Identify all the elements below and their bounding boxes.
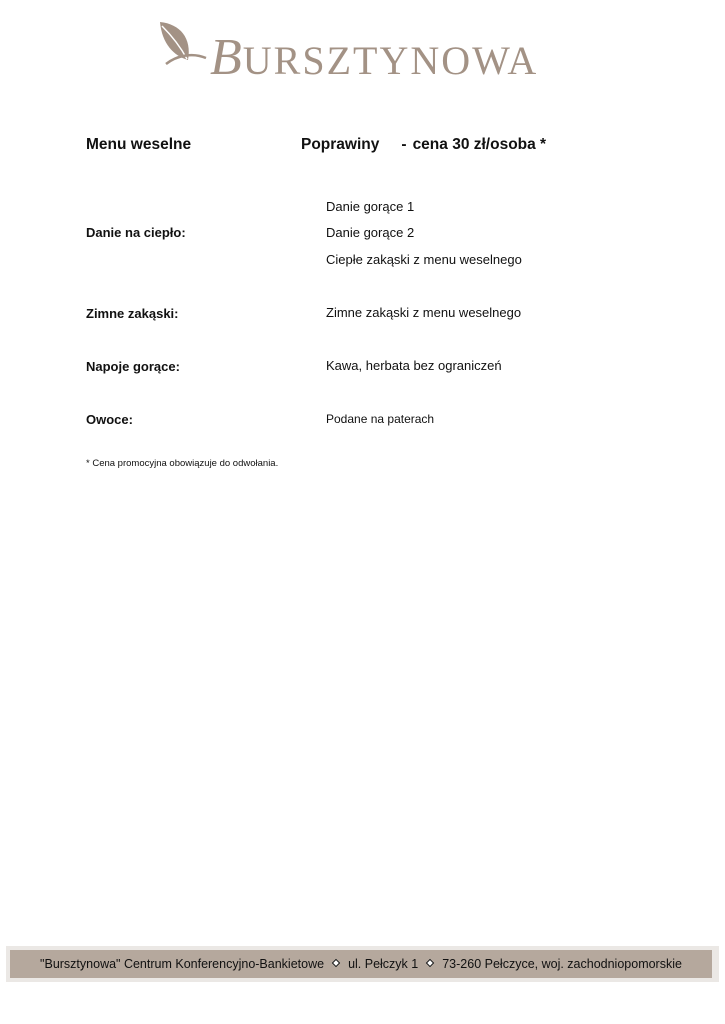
menu-title: Menu weselne (86, 136, 192, 153)
row-value-hot-drinks: Kawa, herbata bez ograniczeń (326, 358, 502, 373)
logo-wordmark (210, 29, 539, 87)
row-value-cold-snacks: Zimne zakąski z menu weselnego (326, 305, 522, 320)
row-value-hot-3: Ciepłe zakąski z menu weselnego (326, 252, 522, 267)
row-value-fruit: Podane na paterach (326, 412, 435, 426)
footnote: * Cena promocyjna obowiązuje do odwołania. (86, 458, 279, 469)
price-label: cena 30 zł/osoba * (412, 136, 547, 153)
footer-street: ul. Pełczyk 1 (348, 957, 419, 971)
heading-dash: - (401, 136, 407, 153)
row-label-hot-drinks: Napoje gorące: (86, 359, 180, 374)
logo (152, 16, 562, 86)
logo-initial: B (210, 29, 243, 86)
row-value-hot-1: Danie gorące 1 (326, 199, 415, 214)
diamond-separator-icon (426, 959, 434, 967)
diamond-separator-icon (332, 959, 340, 967)
footer (10, 950, 712, 978)
footer-company: "Bursztynowa" Centrum Konferencyjno-Bankietowe (40, 957, 325, 971)
poprawiny-heading (301, 136, 546, 154)
logo-rest: URSZTYNOWA (242, 38, 539, 83)
footer-city: 73-260 Pełczyce, woj. zachodniopomorskie (442, 957, 682, 971)
row-label-fruit: Owoce: (86, 412, 133, 427)
poprawiny-title: Poprawiny (301, 136, 380, 153)
row-label-hot-dishes: Danie na ciepło: (86, 225, 186, 240)
row-label-cold-snacks: Zimne zakąski: (86, 306, 179, 321)
row-value-hot-2: Danie gorące 2 (326, 225, 415, 240)
